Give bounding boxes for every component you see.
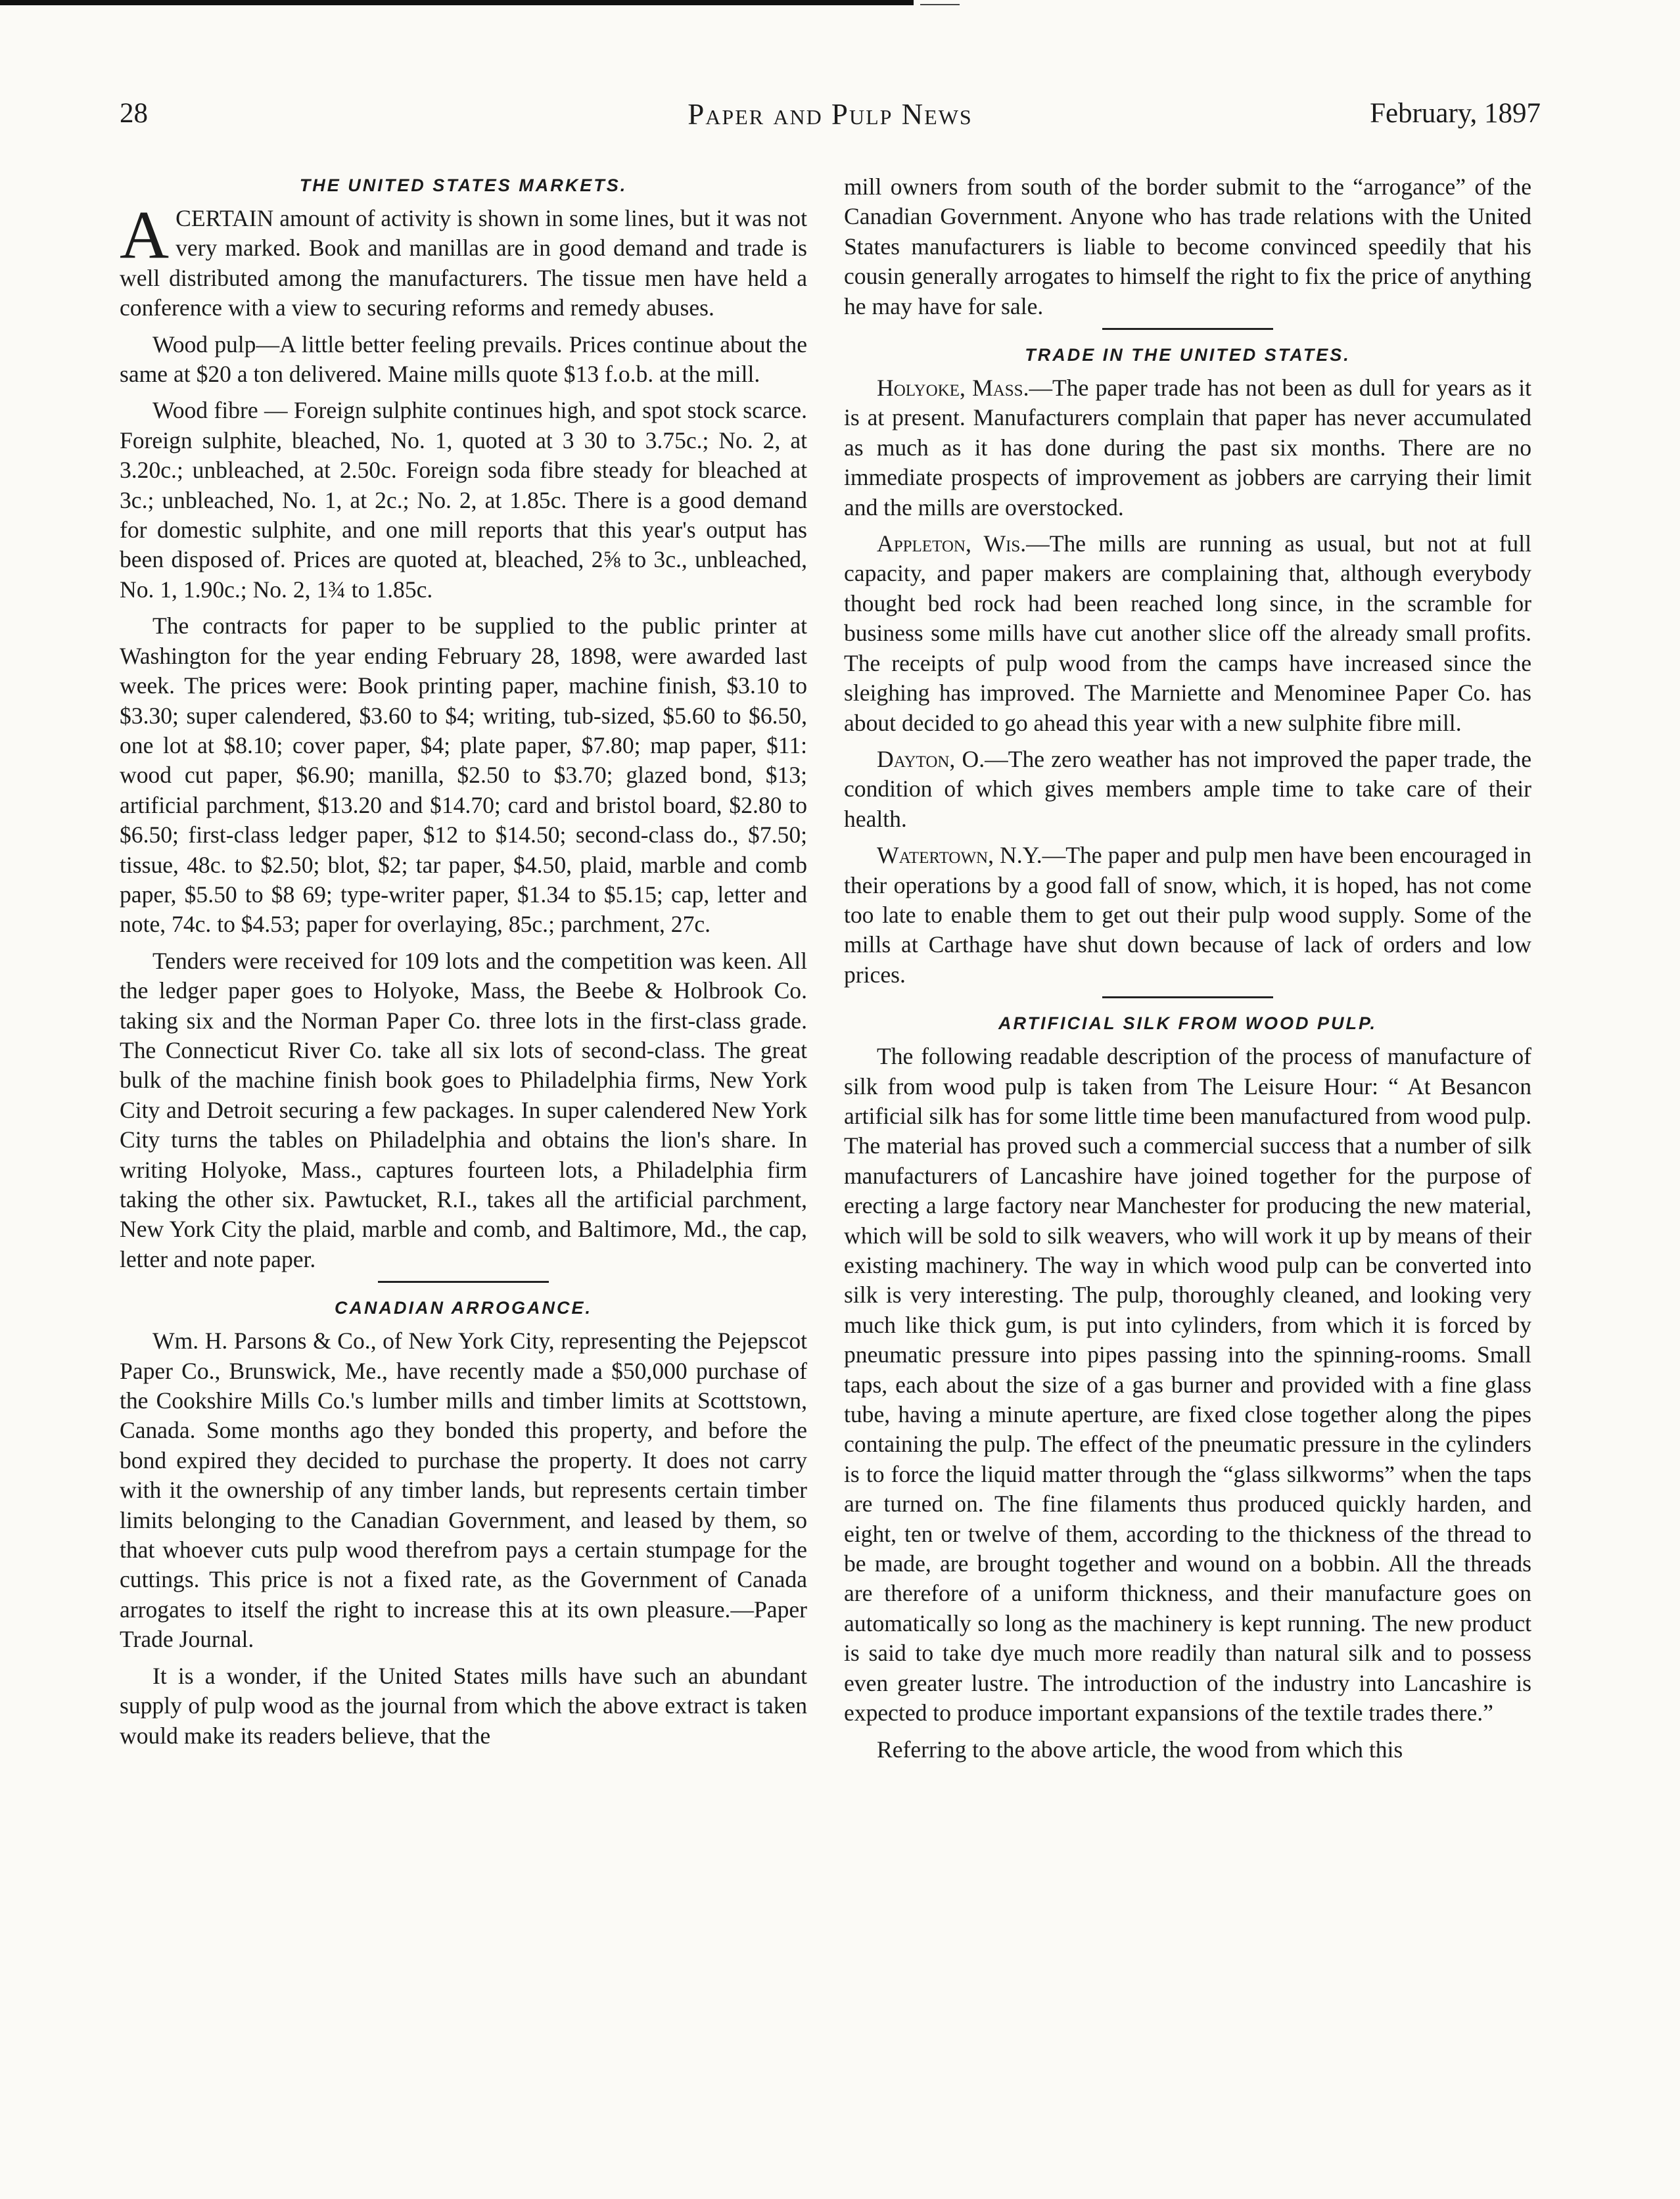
- us-markets-p1: [120, 197, 807, 323]
- trade-item: [844, 841, 1531, 990]
- left-column: [120, 172, 807, 1751]
- publication-title: Paper and Pulp News: [688, 98, 973, 131]
- canadian-p2-continued: mill owners from south of the border submit to the “arrogance” of the Canadian Government. Anyone who has trade relations with the United States manufacturers is liable to become convinced speedily that his cousin generally arrogates to himself the right to fix the price of anything he may have for sale.: [844, 174, 1531, 319]
- drop-cap: A: [120, 197, 170, 273]
- page-number: 28: [120, 98, 148, 129]
- trade-place: Watertown, N.Y.: [877, 842, 1042, 869]
- trade-place: Appleton, Wis.: [877, 530, 1027, 557]
- trade-text: —The zero weather has not improved the paper trade, the condition of which gives members ample time to take care of their health.: [844, 745, 1531, 832]
- canadian-p2: It is a wonder, if the United States mills have such an abundant supply of pulp wood as the journal from which the above extract is taken would make its readers believe, that the: [120, 1662, 807, 1749]
- top-border-rule: [0, 0, 914, 5]
- heading-trade-us: TRADE IN THE UNITED STATES.: [1025, 345, 1351, 365]
- section-divider: [378, 1281, 549, 1283]
- trade-place: Dayton, O.: [877, 745, 985, 772]
- section-divider: [1102, 328, 1273, 330]
- issue-date: February, 1897: [1370, 98, 1541, 129]
- trade-place: Holyoke, Mass.: [877, 375, 1029, 402]
- section-divider: [1102, 996, 1273, 998]
- us-markets-p1-lead: CERTAIN: [175, 205, 274, 231]
- page-header: [120, 97, 1541, 143]
- heading-artificial-silk: ARTIFICIAL SILK FROM WOOD PULP.: [998, 1013, 1377, 1034]
- trade-item: [844, 373, 1531, 522]
- trade-text: —The paper and pulp men have been encouraged in their operations by a good fall of snow, which, it is hoped, has not come too late to enable them to get out their pulp wood supply. Some of the mills at Carthage have shut down because of lack of orders and low prices.: [844, 842, 1532, 988]
- silk-p1: The following readable description of the process of manufacture of silk from wood pulp is taken from The Leisure Hour: “ At Besancon artificial silk has for some little time been manufactured from wood pulp. The material has proved such a commercial success that a number of silk manufacturers of Lancashire have joined together for the purpose of erecting a large factory near Manchester for producing the new material, which will be sold to silk weavers, who will work it up by means of their existing machinery. The way in which wood pulp can be converted into silk is very interesting. The pulp, thoroughly cleaned, and looking very much like thick gum, is put into cylinders, from which it is forced by pneumatic pressure into pipes passing into the spinning-rooms. Small taps, each about the size of a gas burner and provided with a fine glass tube, having a minute aperture, are fixed close together along the pipes containing the pulp. The effect of the pneumatic pressure in the cylinders is to force the liquid matter through the “glass silkworms” when the taps are turned on. The fine filaments thus produced quickly harden, and eight, ten or twelve of them, according to the thickness of the thread to be made, are brought together and wound on a bobbin. All the threads are therefore of a uniform thickness, and their manufacture goes on automatically so long as the machinery is kept running. The new product is said to take dye much more readily than natural silk and to possess even greater lustre. The introduction of the industry into Lancashire is expected to produce important expansions of the textile trades there.”: [844, 1043, 1531, 1726]
- silk-p2: Referring to the above article, the wood from which this: [877, 1736, 1403, 1763]
- us-markets-p4: The contracts for paper to be supplied to the public printer at Washington for the year ending February 28, 1898, were awarded last week. The prices were: Book printing paper, machine finish, $3.10 to $3.30; super calendered, $3.60 to $4; writing, tub-sized, $5.60 to $6.50, one lot at $8.10; cover paper, $4; plate paper, $7.80; map paper, $11: wood cut paper, $6.90; manilla, $2.50 to $3.70; glazed bond, $13; artificial parchment, $13.20 and $14.70; card and bristol board, $2.80 to $6.50; first-class ledger paper, $12 to $14.50; second-class do., $7.50; tissue, 48c. to $2.50; blot, $2; tar paper, $4.50, plaid, marble and comb paper, $5.50 to $8 69; type-writer paper, $1.34 to $5.15; cap, letter and note, 74c. to $4.53; paper for overlaying, 85c.; parchment, 27c.: [120, 613, 807, 938]
- canadian-p1: Wm. H. Parsons & Co., of New York City, representing the Pejepscot Paper Co., Brunswick, Me., have recently made a $50,000 purchase of the Cookshire Mills Co.'s lumber mills and timber limits at Scottstown, Canada. Some months ago they bonded this property, and before the bond expired they decided to purchase the property. It does not carry with it the ownership of any timber lands, but represents certain timber limits belonging to the Canadian Government, and leased by them, so that whoever cuts pulp wood therefrom pays a certain stumpage for the cuttings. This price is not a fixed rate, as the Government of Canada arrogates to itself the right to increase this at its own pleasure.—Paper Trade Journal.: [120, 1328, 807, 1653]
- us-markets-p3: Wood fibre — Foreign sulphite continues high, and spot stock scarce. Foreign sulphite, bleached, No. 1, quoted at 3 30 to 3.75c.; No. 2, at 3.20c.; unbleached, at 2.50c. Foreign soda fibre steady for bleached at 3c.; unbleached, No. 1, at 2c.; No. 2, at 1.85c. There is a good demand for domestic sulphite, and one mill reports that this year's output has been disposed of. Prices are quoted at, bleached, 2⅝ to 3c., unbleached, No. 1, 1.90c.; No. 2, 1¾ to 1.85c.: [120, 397, 807, 603]
- top-border-dash: [920, 4, 960, 5]
- heading-us-markets: THE UNITED STATES MARKETS.: [299, 175, 628, 195]
- us-markets-p2: Wood pulp—A little better feeling prevails. Prices continue about the same at $20 a ton delivered. Maine mills quote $13 f.o.b. at the mill.: [120, 331, 807, 388]
- us-markets-p5: Tenders were received for 109 lots and the competition was keen. All the ledger paper goes to Holyoke, Mass, the Beebe & Holbrook Co. taking six and the Norman Paper Co. three lots in the first-class grade. The Connecticut River Co. take all six lots of second-class. The great bulk of the machine finish book goes to Philadelphia firms, New York City and Detroit securing a few packages. In super calendered New York City turns the tables on Philadelphia and obtains the lion's share. In writing Holyoke, Mass., captures fourteen lots, a Philadelphia firm taking the other six. Pawtucket, R.I., takes all the artificial parchment, New York City the plaid, marble and comb, and Baltimore, Md., the cap, letter and note paper.: [120, 947, 807, 1272]
- trade-item: [844, 529, 1531, 738]
- trade-item: [844, 745, 1531, 834]
- us-markets-p1-rest: amount of activity is shown in some lines, but it was not very marked. Book and manillas are in good demand and trade is well distributed among the manufacturers. The tissue men have held a conference with a view to securing reforms and remedy abuses.: [120, 205, 807, 321]
- trade-text: —The mills are running as usual, but not at full capacity, and paper makers are complaining that, although everybody thought bed rock had been reached long since, in the scramble for business some mills have cut another slice off the already small profits. The receipts of pulp wood from the camps have increased since the sleighing has improved. The Marniette and Menominee Paper Co. has about decided to go ahead this year with a new sulphite fibre mill.: [844, 530, 1531, 736]
- heading-canadian-arrogance: CANADIAN ARROGANCE.: [335, 1298, 592, 1318]
- right-column: [844, 172, 1531, 1765]
- trade-text: —The paper trade has not been as dull for years as it is at present. Manufacturers complain that paper has never accumulated as much as it has done during the past six months. There are no immediate prospects of improvement as jobbers are carrying their limit and the mills are overstocked.: [844, 375, 1531, 521]
